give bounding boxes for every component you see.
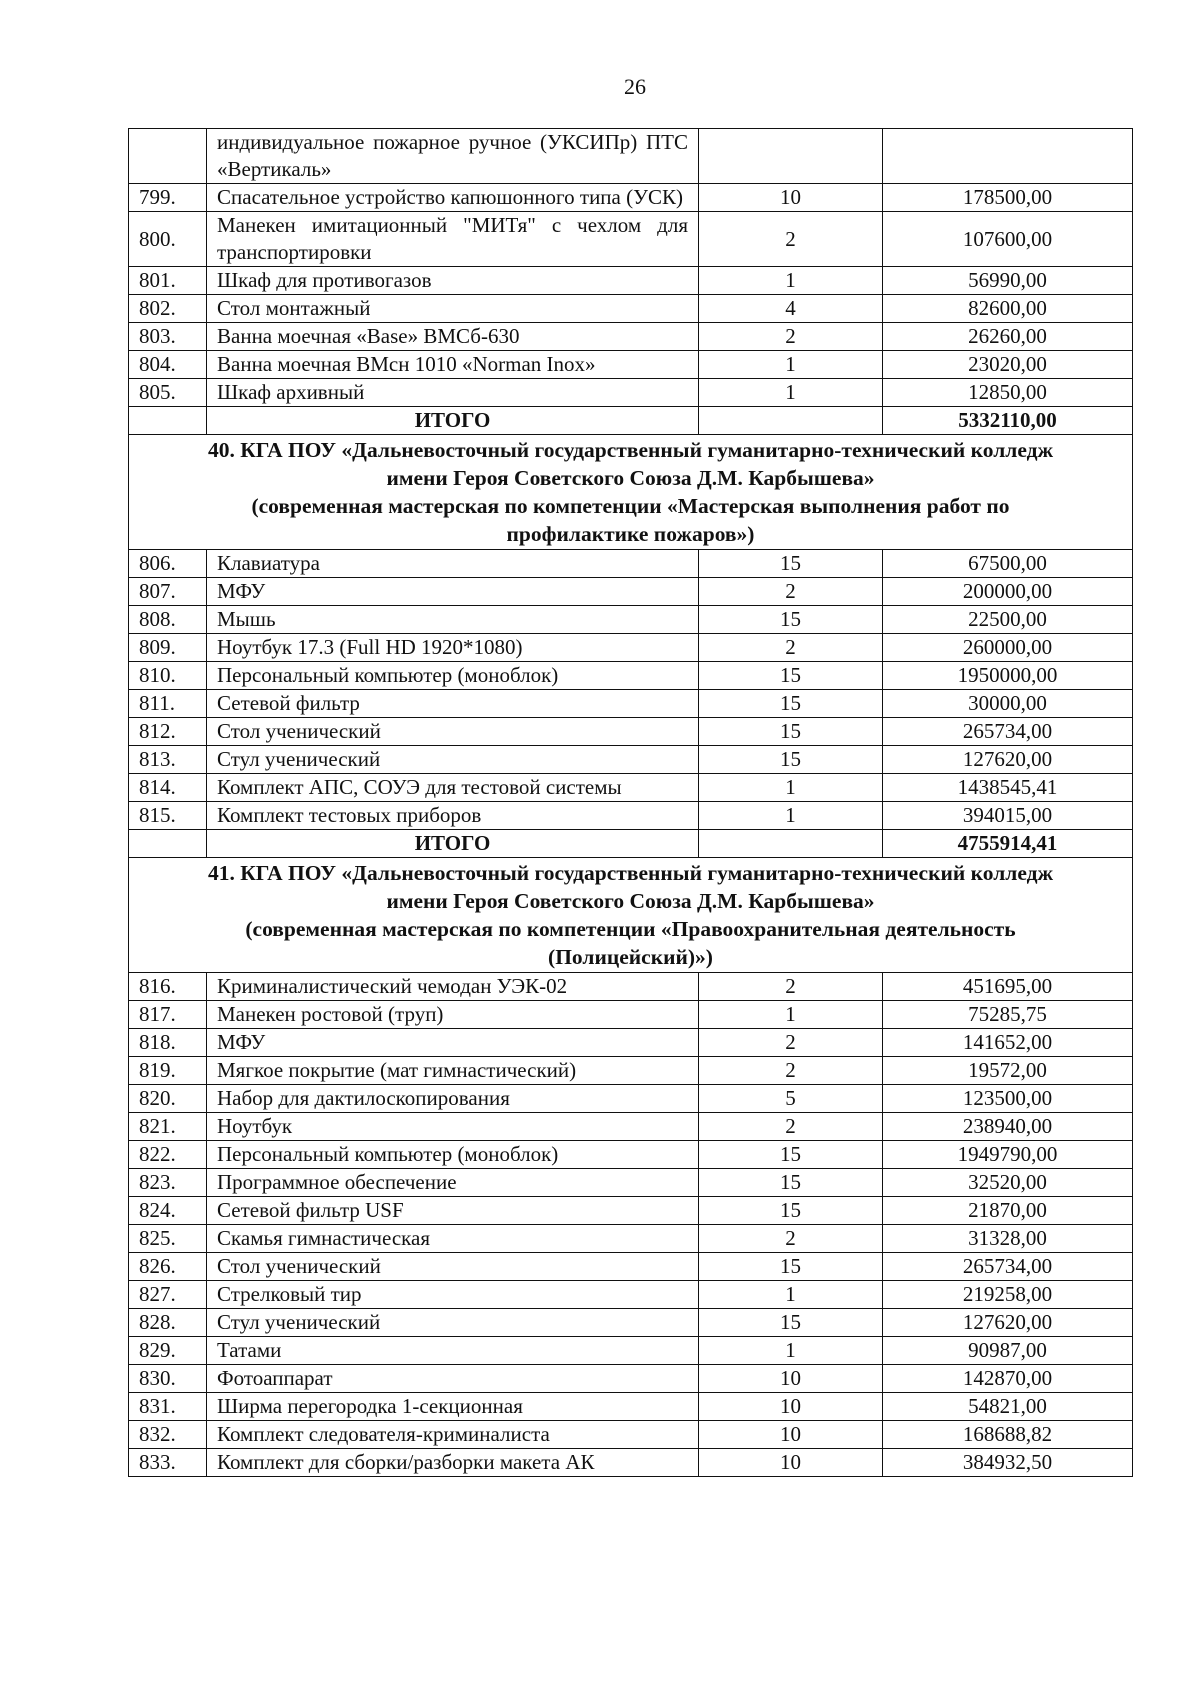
item-sum: 451695,00 — [883, 973, 1133, 1001]
item-sum: 90987,00 — [883, 1337, 1133, 1365]
item-quantity: 10 — [699, 1393, 883, 1421]
table-row — [129, 550, 1133, 578]
item-quantity: 15 — [699, 1197, 883, 1225]
total-label: ИТОГО — [207, 830, 699, 858]
row-number: 799. — [129, 184, 207, 212]
item-name: Ванна моечная «Base» ВМСб-630 — [207, 323, 699, 351]
row-number: 818. — [129, 1029, 207, 1057]
table-row — [129, 690, 1133, 718]
row-number: 810. — [129, 662, 207, 690]
item-sum: 82600,00 — [883, 295, 1133, 323]
item-sum: 219258,00 — [883, 1281, 1133, 1309]
item-quantity: 15 — [699, 1309, 883, 1337]
item-sum: 12850,00 — [883, 379, 1133, 407]
section-heading — [129, 858, 1133, 973]
item-sum: 1949790,00 — [883, 1141, 1133, 1169]
table-row — [129, 1393, 1133, 1421]
row-number: 803. — [129, 323, 207, 351]
item-sum: 141652,00 — [883, 1029, 1133, 1057]
item-quantity: 5 — [699, 1085, 883, 1113]
item-sum: 260000,00 — [883, 634, 1133, 662]
row-number: 827. — [129, 1281, 207, 1309]
item-sum: 30000,00 — [883, 690, 1133, 718]
item-sum: 265734,00 — [883, 718, 1133, 746]
table-row — [129, 634, 1133, 662]
item-sum: 75285,75 — [883, 1001, 1133, 1029]
item-sum: 21870,00 — [883, 1197, 1133, 1225]
item-name: Персональный компьютер (моноблок) — [207, 662, 699, 690]
item-name: Ванна моечная ВМсн 1010 «Norman Inox» — [207, 351, 699, 379]
table-row — [129, 1309, 1133, 1337]
item-sum: 56990,00 — [883, 267, 1133, 295]
total-sum: 4755914,41 — [883, 830, 1133, 858]
table-row — [129, 1085, 1133, 1113]
section-heading — [129, 435, 1133, 550]
row-number: 825. — [129, 1225, 207, 1253]
table-row — [129, 973, 1133, 1001]
item-name: Стол ученический — [207, 1253, 699, 1281]
table-row — [129, 295, 1133, 323]
item-quantity: 2 — [699, 1225, 883, 1253]
table-row — [129, 606, 1133, 634]
table-row — [129, 1029, 1133, 1057]
table-row — [129, 1113, 1133, 1141]
table-row — [129, 267, 1133, 295]
item-name: Шкаф архивный — [207, 379, 699, 407]
table-row — [129, 662, 1133, 690]
total-sum: 5332110,00 — [883, 407, 1133, 435]
row-number: 805. — [129, 379, 207, 407]
item-name: Мышь — [207, 606, 699, 634]
item-quantity: 15 — [699, 718, 883, 746]
row-number: 815. — [129, 802, 207, 830]
item-sum: 168688,82 — [883, 1421, 1133, 1449]
item-quantity: 1 — [699, 1281, 883, 1309]
item-name: Стрелковый тир — [207, 1281, 699, 1309]
item-name: Клавиатура — [207, 550, 699, 578]
section-heading-line: (современная мастерская по компетенции «Мастерская выполнения работ по — [251, 494, 1010, 518]
item-name: Криминалистический чемодан УЭК-02 — [207, 973, 699, 1001]
row-number: 833. — [129, 1449, 207, 1477]
item-sum: 384932,50 — [883, 1449, 1133, 1477]
item-name: Татами — [207, 1337, 699, 1365]
item-sum: 26260,00 — [883, 323, 1133, 351]
item-name: Спасательное устройство капюшонного типа (УСК) — [207, 184, 699, 212]
item-quantity: 15 — [699, 1141, 883, 1169]
table-row — [129, 1365, 1133, 1393]
item-quantity: 15 — [699, 662, 883, 690]
row-number: 822. — [129, 1141, 207, 1169]
item-sum: 1950000,00 — [883, 662, 1133, 690]
row-number: 806. — [129, 550, 207, 578]
item-name: Ширма перегородка 1-секционная — [207, 1393, 699, 1421]
row-number: 826. — [129, 1253, 207, 1281]
item-quantity: 2 — [699, 1057, 883, 1085]
total-qty-cell — [699, 830, 883, 858]
row-number: 808. — [129, 606, 207, 634]
total-label: ИТОГО — [207, 407, 699, 435]
item-quantity: 2 — [699, 323, 883, 351]
row-number: 813. — [129, 746, 207, 774]
table-row — [129, 802, 1133, 830]
section-heading-line: имени Героя Советского Союза Д.М. Карбышева» — [386, 889, 875, 913]
item-name: Персональный компьютер (моноблок) — [207, 1141, 699, 1169]
item-quantity: 1 — [699, 802, 883, 830]
row-number: 820. — [129, 1085, 207, 1113]
item-sum: 238940,00 — [883, 1113, 1133, 1141]
item-name: Сетевой фильтр — [207, 690, 699, 718]
item-sum: 127620,00 — [883, 746, 1133, 774]
row-number: 831. — [129, 1393, 207, 1421]
item-name: Манекен имитационный "МИТя" с чехлом для транспортировки — [207, 212, 699, 267]
item-quantity: 2 — [699, 634, 883, 662]
table-row — [129, 578, 1133, 606]
item-quantity: 10 — [699, 184, 883, 212]
item-sum: 31328,00 — [883, 1225, 1133, 1253]
table-row — [129, 746, 1133, 774]
row-number: 804. — [129, 351, 207, 379]
page-number: 26 — [624, 74, 646, 99]
item-quantity: 15 — [699, 746, 883, 774]
item-quantity: 2 — [699, 212, 883, 267]
table-row — [129, 1001, 1133, 1029]
item-sum: 32520,00 — [883, 1169, 1133, 1197]
item-sum: 22500,00 — [883, 606, 1133, 634]
row-number: 816. — [129, 973, 207, 1001]
table-row — [129, 379, 1133, 407]
item-sum: 178500,00 — [883, 184, 1133, 212]
item-name: Комплект тестовых приборов — [207, 802, 699, 830]
row-number: 828. — [129, 1309, 207, 1337]
table-row — [129, 1197, 1133, 1225]
row-number: 823. — [129, 1169, 207, 1197]
item-sum: 127620,00 — [883, 1309, 1133, 1337]
item-name: Комплект АПС, СОУЭ для тестовой системы — [207, 774, 699, 802]
item-name: МФУ — [207, 1029, 699, 1057]
total-empty-cell — [129, 830, 207, 858]
item-sum: 67500,00 — [883, 550, 1133, 578]
item-name: Стул ученический — [207, 746, 699, 774]
table-row — [129, 1337, 1133, 1365]
total-empty-cell — [129, 407, 207, 435]
item-sum: 107600,00 — [883, 212, 1133, 267]
table-row — [129, 1253, 1133, 1281]
item-quantity: 10 — [699, 1365, 883, 1393]
item-quantity: 10 — [699, 1421, 883, 1449]
item-quantity — [699, 129, 883, 184]
table-row — [129, 129, 1133, 184]
item-name: Ноутбук 17.3 (Full HD 1920*1080) — [207, 634, 699, 662]
section-heading-row — [129, 858, 1133, 973]
row-number: 814. — [129, 774, 207, 802]
table-row — [129, 323, 1133, 351]
table-row — [129, 1169, 1133, 1197]
table-row — [129, 718, 1133, 746]
item-quantity: 10 — [699, 1449, 883, 1477]
item-quantity: 15 — [699, 1253, 883, 1281]
total-row — [129, 407, 1133, 435]
item-quantity: 15 — [699, 690, 883, 718]
section-heading-line: 41. КГА ПОУ «Дальневосточный государственный гуманитарно-технический колледж — [207, 861, 1054, 885]
table-row — [129, 1449, 1133, 1477]
item-sum: 54821,00 — [883, 1393, 1133, 1421]
item-quantity: 2 — [699, 1113, 883, 1141]
item-quantity: 4 — [699, 295, 883, 323]
row-number: 802. — [129, 295, 207, 323]
item-quantity: 1 — [699, 1337, 883, 1365]
item-quantity: 15 — [699, 606, 883, 634]
item-quantity: 1 — [699, 774, 883, 802]
item-name: Стол ученический — [207, 718, 699, 746]
item-name: Комплект следователя-криминалиста — [207, 1421, 699, 1449]
item-name: индивидуальное пожарное ручное (УКСИПр) ПТС «Вертикаль» — [207, 129, 699, 184]
row-number: 817. — [129, 1001, 207, 1029]
table-row — [129, 212, 1133, 267]
row-number: 809. — [129, 634, 207, 662]
item-sum: 1438545,41 — [883, 774, 1133, 802]
item-name: Фотоаппарат — [207, 1365, 699, 1393]
table-row — [129, 184, 1133, 212]
item-quantity: 15 — [699, 550, 883, 578]
item-name: Программное обеспечение — [207, 1169, 699, 1197]
item-sum: 123500,00 — [883, 1085, 1133, 1113]
item-sum: 23020,00 — [883, 351, 1133, 379]
table-row — [129, 1057, 1133, 1085]
item-name: Манекен ростовой (труп) — [207, 1001, 699, 1029]
item-sum: 200000,00 — [883, 578, 1133, 606]
item-name: Шкаф для противогазов — [207, 267, 699, 295]
item-name: Ноутбук — [207, 1113, 699, 1141]
row-number: 800. — [129, 212, 207, 267]
row-number: 811. — [129, 690, 207, 718]
row-number: 801. — [129, 267, 207, 295]
row-number — [129, 129, 207, 184]
item-name: МФУ — [207, 578, 699, 606]
section-heading-line: профилактике пожаров») — [506, 522, 755, 546]
row-number: 830. — [129, 1365, 207, 1393]
item-name: Стул ученический — [207, 1309, 699, 1337]
item-quantity: 1 — [699, 379, 883, 407]
table-row — [129, 1225, 1133, 1253]
row-number: 821. — [129, 1113, 207, 1141]
table-row — [129, 351, 1133, 379]
section-heading-line: имени Героя Советского Союза Д.М. Карбышева» — [386, 466, 875, 490]
table-row — [129, 774, 1133, 802]
item-quantity: 2 — [699, 973, 883, 1001]
item-sum: 142870,00 — [883, 1365, 1133, 1393]
item-name: Набор для дактилоскопирования — [207, 1085, 699, 1113]
section-heading-line: (современная мастерская по компетенции «Правоохранительная деятельность — [245, 917, 1016, 941]
row-number: 807. — [129, 578, 207, 606]
item-name: Мягкое покрытие (мат гимнастический) — [207, 1057, 699, 1085]
table-row — [129, 1421, 1133, 1449]
item-quantity: 2 — [699, 578, 883, 606]
item-name: Комплект для сборки/разборки макета АК — [207, 1449, 699, 1477]
total-row — [129, 830, 1133, 858]
table-row — [129, 1281, 1133, 1309]
row-number: 824. — [129, 1197, 207, 1225]
row-number: 819. — [129, 1057, 207, 1085]
item-quantity: 2 — [699, 1029, 883, 1057]
item-name: Скамья гимнастическая — [207, 1225, 699, 1253]
row-number: 812. — [129, 718, 207, 746]
section-heading-row — [129, 435, 1133, 550]
section-heading-line: (Полицейский)») — [548, 945, 713, 969]
item-quantity: 15 — [699, 1169, 883, 1197]
item-sum: 19572,00 — [883, 1057, 1133, 1085]
section-heading-line: 40. КГА ПОУ «Дальневосточный государственный гуманитарно-технический колледж — [207, 438, 1054, 462]
table-row — [129, 1141, 1133, 1169]
equipment-table — [128, 128, 1133, 1477]
total-qty-cell — [699, 407, 883, 435]
item-quantity: 1 — [699, 267, 883, 295]
item-sum: 394015,00 — [883, 802, 1133, 830]
item-sum: 265734,00 — [883, 1253, 1133, 1281]
item-quantity: 1 — [699, 1001, 883, 1029]
row-number: 829. — [129, 1337, 207, 1365]
item-name: Сетевой фильтр USF — [207, 1197, 699, 1225]
item-sum — [883, 129, 1133, 184]
item-quantity: 1 — [699, 351, 883, 379]
row-number: 832. — [129, 1421, 207, 1449]
item-name: Стол монтажный — [207, 295, 699, 323]
